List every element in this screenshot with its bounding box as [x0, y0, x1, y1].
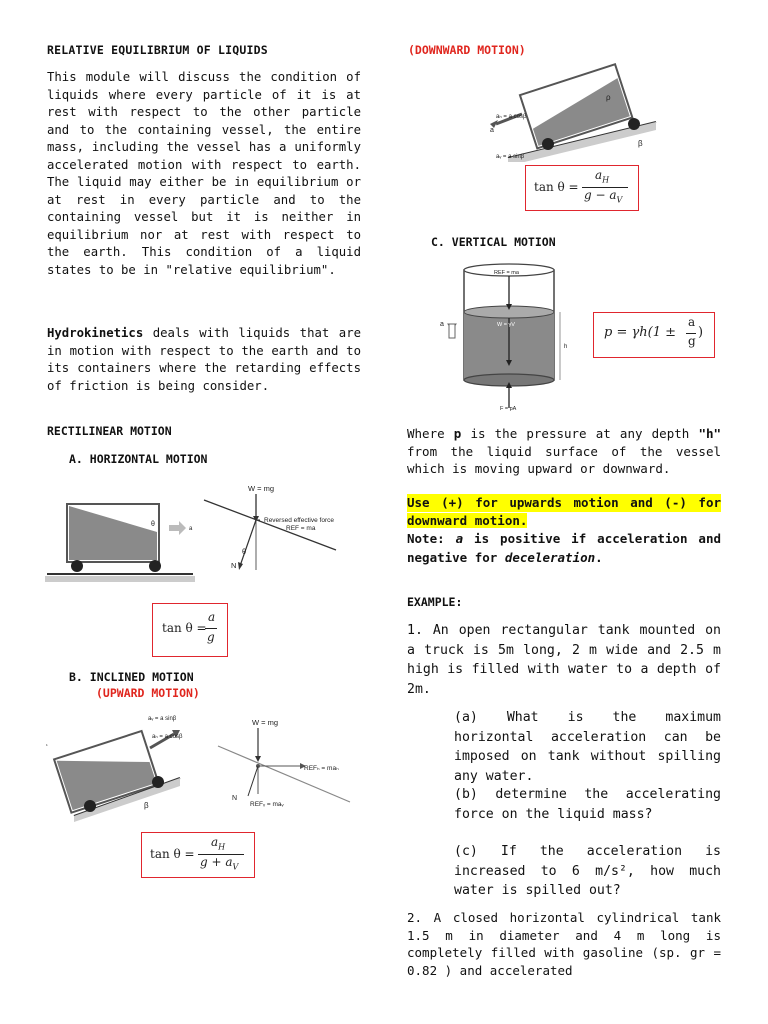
- where-paragraph: Where p is the pressure at any depth "h" from the liquid surface of the vessel which is moving upward or downward.: [407, 426, 722, 476]
- svg-text:aᵥ = a sinβ: aᵥ = a sinβ: [148, 716, 177, 722]
- acceleration-note: Note: a is positive if acceleration and negative for deceleration.: [407, 531, 721, 565]
- svg-text:θ: θ: [151, 521, 155, 528]
- svg-text:REFᵥ = maᵥ: REFᵥ = maᵥ: [250, 801, 284, 808]
- svg-text:REF = ma: REF = ma: [494, 270, 519, 276]
- vertical-formula: p = γh(1 ± a g ): [593, 312, 715, 358]
- hydrokinetics-paragraph: [47, 325, 361, 395]
- svg-text:‘: ‘: [46, 743, 48, 752]
- inclined-downward-formula: tan θ = $a_H$ $g - a_V$: [525, 165, 639, 211]
- example-1a: (a) What is the maximum horizontal acceleration can be imposed on tank without spilling any water.: [454, 710, 721, 784]
- example-1c: (c) If the acceleration is increased to 6 m/s², how much water is spilled out?: [454, 844, 721, 898]
- svg-text:REF = ma: REF = ma: [286, 525, 316, 532]
- svg-text:aₕ = a cosβ: aₕ = a cosβ: [152, 734, 183, 740]
- intro-paragraph: This module will discuss the condition of liquids where every particle of it is at rest with respect to the other particle and to the containing vessel, the entire mass, including the vessel has a uniformly accelerated motion with respect to earth. The liquid may either be in equilibrium or at rest in every particle and to the containing vessel but it is neither in equilibrium nor at rest with respect to the earth. This condition of a liquid states to be in "relative equilibrium".: [47, 70, 361, 277]
- svg-text:REFₕ = maₕ: REFₕ = maₕ: [304, 765, 339, 772]
- svg-text:a: a: [440, 321, 444, 328]
- horizontal-heading: A. HORIZONTAL MOTION: [69, 452, 208, 466]
- example-1b: (b) determine the accelerating force on the liquid mass?: [454, 787, 721, 822]
- inclined-upward-formula: tan θ = $a_H$ $g + a_V$: [141, 832, 255, 878]
- svg-text:W = mg: W = mg: [248, 484, 275, 493]
- example-2: 2. A closed horizontal cylindrical tank 1.5 m in diameter and 4 m long is completely filled with gasoline (sp. gr = 0.82 ) and accelerated: [407, 910, 721, 978]
- inclined-heading: B. INCLINED MOTION: [69, 670, 194, 684]
- hydrokinetics-text: deals with liquids that are in motion with respect to the earth and to its containers where the retarding effects of friction is being consider.: [47, 326, 361, 393]
- vertical-heading: C. VERTICAL MOTION: [431, 235, 556, 249]
- inclined-downward-truck-figure: [488, 62, 658, 162]
- svg-text:N: N: [231, 561, 237, 570]
- svg-text:Reversed effective force: Reversed effective force: [264, 517, 334, 524]
- example-1: 1. An open rectangular tank mounted on a truck is 5m long, 2 m wide and 2.5 m high is filled with water to a depth of 2m.: [407, 623, 721, 697]
- vertical-tank-figure: [432, 262, 582, 412]
- inclined-upward-truck-figure: [44, 712, 184, 822]
- example-heading: EXAMPLE:: [407, 595, 463, 609]
- svg-text:aᵥ = a sinβ: aᵥ = a sinβ: [496, 154, 525, 160]
- svg-text:N: N: [232, 795, 238, 802]
- svg-text:aₕ = a cosβ: aₕ = a cosβ: [496, 114, 527, 120]
- document-title: RELATIVE EQUILIBRIUM OF LIQUIDS: [47, 43, 268, 57]
- downward-motion-heading: (DOWNWARD MOTION): [408, 43, 526, 57]
- svg-text:W = mg: W = mg: [252, 718, 279, 727]
- horizontal-formula: tan θ = a g: [152, 603, 228, 657]
- rectilinear-heading: RECTILINEAR MOTION: [47, 424, 172, 438]
- horizontal-force-diagram: [198, 482, 343, 582]
- horizontal-truck-figure: [45, 492, 195, 592]
- svg-text:W = γV: W = γV: [497, 322, 515, 328]
- upward-motion-heading: (UPWARD MOTION): [96, 686, 200, 700]
- wheel-icon: [149, 560, 161, 572]
- svg-text:θ: θ: [242, 547, 247, 556]
- svg-text:a: a: [189, 526, 193, 532]
- svg-text:ρ: ρ: [606, 93, 611, 102]
- wheel-icon: [71, 560, 83, 572]
- svg-text:F = pA: F = pA: [500, 406, 517, 412]
- svg-text:β: β: [638, 139, 643, 148]
- sign-convention-note: Use (+) for upwards motion and (-) for downward motion.: [407, 495, 721, 528]
- svg-text:a: a: [490, 127, 494, 134]
- svg-text:h: h: [564, 344, 568, 350]
- inclined-force-diagram: [214, 714, 354, 814]
- hydrokinetics-term: Hydrokinetics: [47, 326, 144, 340]
- svg-text:β: β: [144, 801, 149, 810]
